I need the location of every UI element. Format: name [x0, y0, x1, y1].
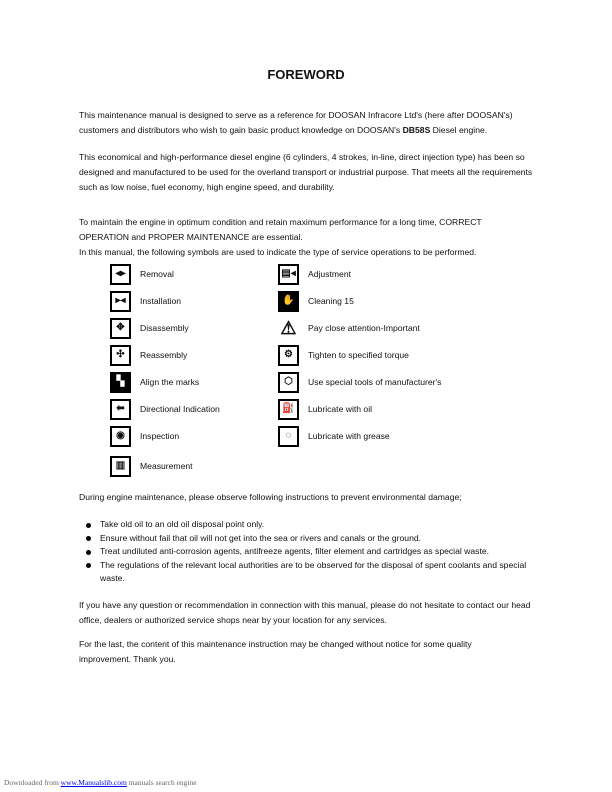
symbol-label: Align the marks	[140, 377, 200, 387]
intro-text-end: Diesel engine.	[430, 125, 488, 135]
grease-icon: ◌	[278, 426, 299, 447]
special-tool-icon: ⬡	[278, 372, 299, 393]
symbol-label: Installation	[140, 296, 182, 306]
environment-list	[79, 518, 529, 586]
intro-paragraph-3	[79, 215, 539, 260]
list-item: Ensure without fail that oil will not get into the sea or rivers and canals or the ground.	[79, 532, 529, 546]
direction-arrow-icon: ⬅	[110, 399, 131, 420]
symbol-item	[110, 424, 179, 448]
align-marks-icon: ▚	[110, 372, 131, 393]
symbol-item	[278, 424, 390, 448]
torque-wrench-icon: ⚙	[278, 345, 299, 366]
symbol-item	[110, 289, 181, 313]
intro-paragraph-1	[79, 108, 539, 138]
reassembly-icon: ✣	[110, 345, 131, 366]
symbol-label: Disassembly	[140, 323, 189, 333]
intro-paragraph-2: This economical and high-performance diesel engine (6 cylinders, 4 strokes, in-line, direct injection type) has been so designed and manufactured to be used for the overland transport or industrial purpose. That meets all the requirements such as low noise, fuel economy, high engine speed, and durability.	[79, 152, 533, 192]
list-item: The regulations of the relevant local authorities are to be observed for the disposal of spent coolants and special waste.	[79, 559, 529, 586]
installation-icon: ▸◂	[110, 291, 131, 312]
maintenance-note: To maintain the engine in optimum condition and retain maximum performance for a long time, CORRECT OPERATION and PROPER MAINTENANCE are essential.	[79, 217, 482, 242]
symbol-label: Measurement	[140, 461, 193, 471]
symbol-item	[278, 397, 372, 421]
page-title: FOREWORD	[267, 67, 345, 82]
symbols-intro: In this manual, the following symbols are used to indicate the type of service operations to be performed.	[79, 247, 477, 257]
disassembly-icon: ✥	[110, 318, 131, 339]
closing-paragraph-2: For the last, the content of this maintenance instruction may be changed without notice for some quality improvement. Thank you.	[79, 639, 472, 664]
symbol-label: Lubricate with grease	[308, 431, 390, 441]
measurement-icon: ▥	[110, 456, 131, 477]
engine-model: DB58S	[402, 125, 431, 135]
symbol-item	[278, 316, 420, 340]
oil-can-icon: ⛽	[278, 399, 299, 420]
symbol-item	[278, 370, 441, 394]
manualslib-link[interactable]: www.Manualslib.com	[60, 778, 127, 787]
inspection-icon: ◉	[110, 426, 131, 447]
symbol-item	[278, 343, 409, 367]
symbol-item	[278, 262, 351, 286]
intro-text: This maintenance manual is designed to serve as a reference for DOOSAN Infracore Ltd's (here after DOOSAN's) customers and distributors who wish to gain basic product knowledge on DOOSAN's	[79, 110, 513, 135]
symbol-item	[110, 262, 174, 286]
symbol-item	[110, 370, 199, 394]
download-footer	[4, 778, 197, 787]
symbol-label: Cleaning 15	[308, 296, 354, 306]
list-item: Treat undiluted anti-corrosion agents, antifreeze agents, filter element and cartridges as special waste.	[79, 545, 529, 559]
adjustment-icon: ▤◂	[278, 264, 299, 285]
list-item: Take old oil to an old oil disposal point only.	[79, 518, 529, 532]
symbol-label: Adjustment	[308, 269, 351, 279]
footer-prefix: Downloaded from	[4, 778, 61, 787]
symbol-label: Use special tools of manufacturer's	[308, 377, 442, 387]
symbol-item	[110, 454, 193, 478]
symbol-label: Lubricate with oil	[308, 404, 373, 414]
symbol-label: Tighten to specified torque	[308, 350, 409, 360]
symbol-item	[110, 316, 189, 340]
symbol-label: Reassembly	[140, 350, 188, 360]
environment-heading: During engine maintenance, please observe following instructions to prevent environmental damage;	[79, 492, 462, 502]
warning-triangle-icon: ⚠	[278, 318, 299, 339]
cleaning-icon: ✋	[278, 291, 299, 312]
symbol-label: Removal	[140, 269, 174, 279]
symbol-label: Inspection	[140, 431, 180, 441]
symbol-item	[110, 397, 220, 421]
symbol-item	[278, 289, 354, 313]
footer-suffix: manuals search engine	[126, 778, 197, 787]
closing-paragraph-1: If you have any question or recommendation in connection with this manual, please do not hesitate to contact our head office, dealers or authorized service shops near by your location for any services.	[79, 600, 531, 625]
removal-icon: ◂▸	[110, 264, 131, 285]
symbol-label: Pay close attention-Important	[308, 323, 420, 333]
symbol-item	[110, 343, 187, 367]
symbol-label: Directional Indication	[140, 404, 220, 414]
